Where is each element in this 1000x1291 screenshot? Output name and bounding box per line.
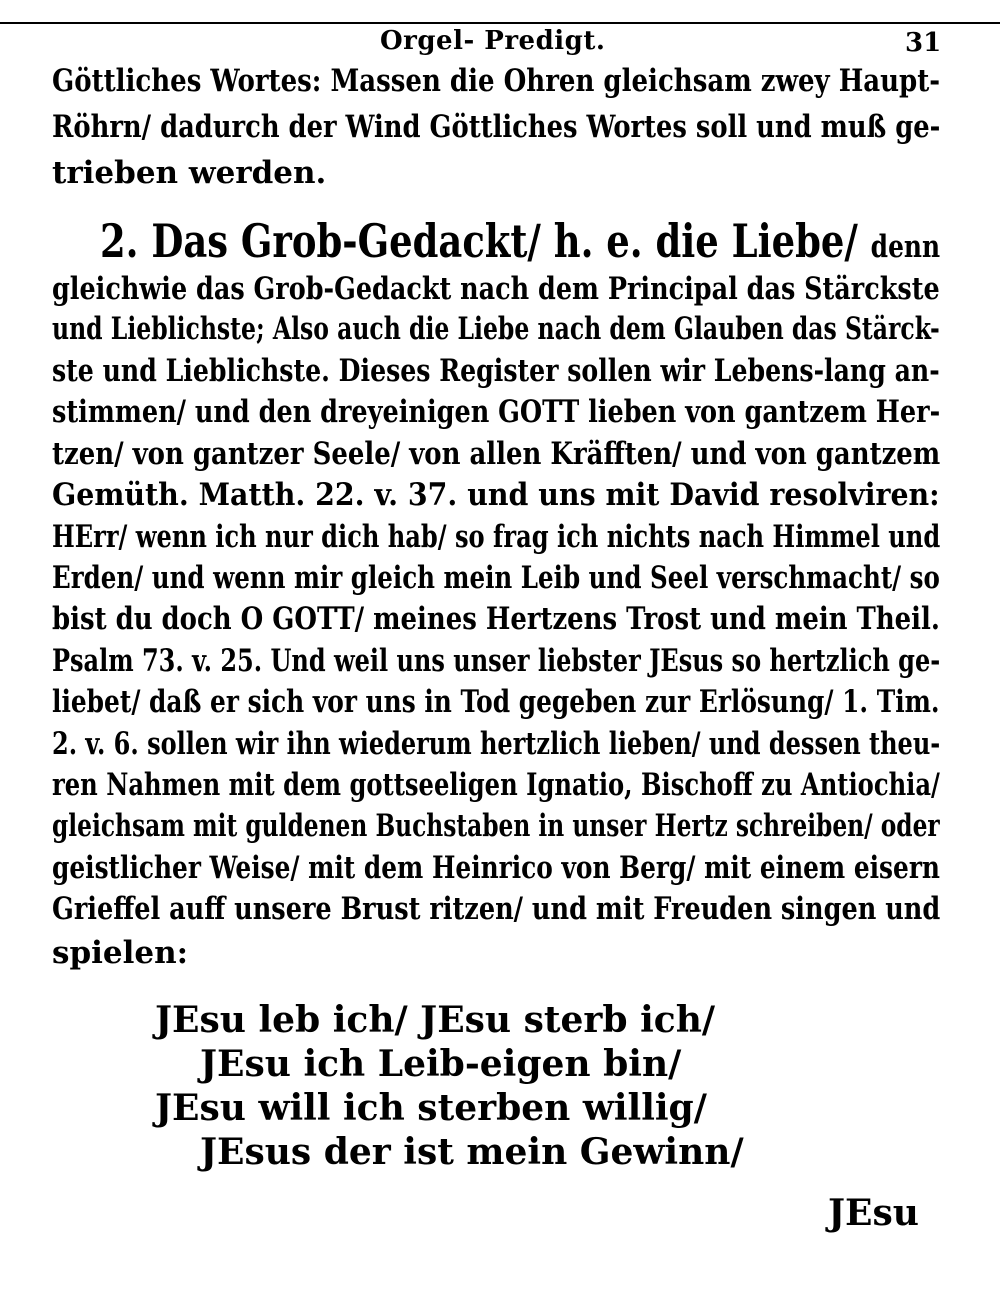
body-line: liebet/ daß er sich vor uns in Tod gegeben zur Erlösung/ 1. Tim.	[52, 684, 940, 720]
body-line: bist du doch O GOTT/ meines Hertzens Trost und mein Theil.	[52, 601, 940, 637]
verse-line: JEsu will ich sterben willig/	[155, 1087, 707, 1129]
catchword: JEsu	[828, 1192, 919, 1234]
running-head: Orgel- Predigt.	[380, 26, 606, 56]
body-line: gleichwie das Grob-Gedackt nach dem Principal das Stärckste	[52, 271, 940, 307]
body-line: HErr/ wenn ich nur dich hab/ so frag ich nichts nach Himmel und	[52, 519, 941, 555]
body-line: tzen/ von gantzer Seele/ von allen Kräfften/ und von gantzem	[52, 436, 941, 472]
verse-line: JEsu leb ich/ JEsu sterb ich/	[155, 999, 716, 1041]
section-heading-main: 2. Das Grob-Gedackt/ h. e. die Liebe/	[100, 214, 858, 268]
body-line: Psalm 73. v. 25. Und weil uns unser liebster JEsus so hertzlich ge-	[52, 643, 941, 679]
body-line: ren Nahmen mit dem gottseeligen Ignatio, Bischoff zu Antiochia/	[52, 767, 940, 803]
body-line: trieben werden.	[52, 155, 327, 191]
section-heading	[100, 214, 941, 268]
verse-line: JEsus der ist mein Gewinn/	[200, 1131, 744, 1173]
body-line: spielen:	[52, 935, 189, 971]
body-line: gleichsam mit guldenen Buchstaben in unser Hertz schreiben/ oder	[52, 808, 940, 844]
body-line: 2. v. 6. sollen wir ihn wiederum hertzlich lieben/ und dessen theu-	[52, 726, 941, 762]
page-number: 31	[905, 28, 942, 58]
body-line: Göttliches Wortes: Massen die Ohren gleichsam zwey Haupt-	[52, 63, 941, 99]
section-heading-tail: denn	[870, 229, 941, 265]
body-line: und Lieblichste; Also auch die Liebe nach dem Glauben das Stärck-	[52, 311, 940, 347]
body-line: Grieffel auff unsere Brust ritzen/ und mit Freuden singen und	[52, 891, 941, 927]
header-rule	[0, 22, 1000, 24]
body-line: ste und Lieblichste. Dieses Register sollen wir Lebens-lang an-	[52, 353, 940, 389]
verse-line: JEsu ich Leib-eigen bin/	[200, 1043, 682, 1085]
body-line: geistlicher Weise/ mit dem Heinrico von Berg/ mit einem eisern	[52, 850, 940, 886]
body-line: Röhrn/ dadurch der Wind Göttliches Wortes soll und muß ge-	[52, 109, 941, 145]
body-line: Gemüth. Matth. 22. v. 37. und uns mit David resolviren:	[52, 477, 940, 513]
body-line: Erden/ und wenn mir gleich mein Leib und Seel verschmacht/ so	[52, 560, 940, 596]
body-line: stimmen/ und den dreyeinigen GOTT lieben von gantzem Her-	[52, 394, 941, 430]
